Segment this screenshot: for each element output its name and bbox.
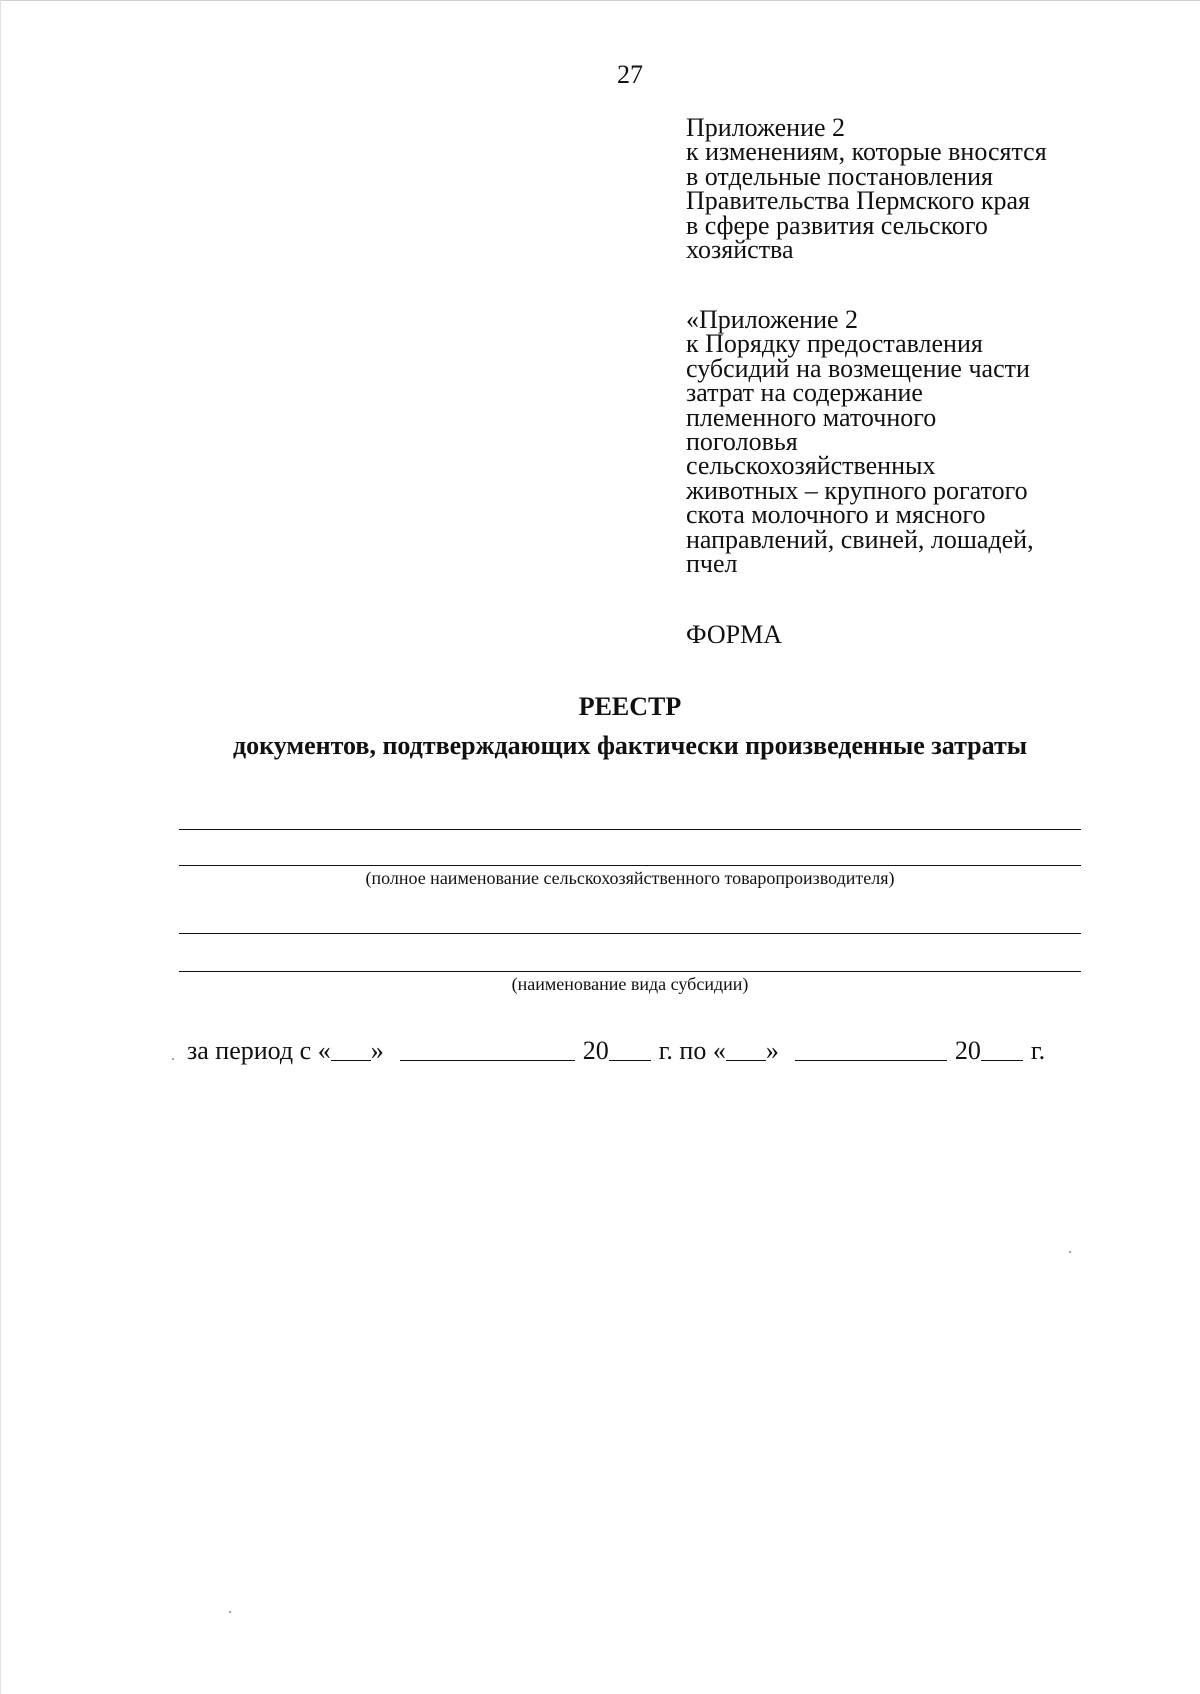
end-month-blank [795,1038,947,1061]
appendix-header-line: в сфере развития сельского [686,210,988,240]
end-year-blank [981,1038,1023,1061]
producer-name-fill-line [179,829,1081,830]
scan-speck [229,1611,231,1613]
page-number: 27 [617,60,643,89]
period-prefix: за период с « [187,1036,331,1065]
period-year-suffix: г. по « [658,1036,726,1065]
document-subtitle: документов, подтверждающих фактически произведенные затраты [232,731,1028,760]
procedure-appendix-line: пчел [686,549,738,579]
reporting-period-line [187,1036,1087,1066]
appendix-header-line: Правительства Пермского края [686,186,1030,216]
appendix-header-line: в отдельные постановления [686,161,993,191]
period-close-quote: » [765,1036,779,1065]
start-month-blank [400,1038,575,1061]
subsidy-type-fill-line [179,971,1081,972]
period-year-prefix: 20 [582,1036,609,1065]
procedure-appendix-line: направлений, свиней, лошадей, [686,524,1034,554]
period-close-quote: » [370,1036,384,1065]
start-day-blank [331,1038,371,1061]
scan-speck [1069,1251,1071,1253]
subsidy-type-fill-line [179,933,1081,934]
producer-name-fill-line [179,865,1081,866]
form-label: ФОРМА [686,620,782,649]
procedure-appendix-line: «Приложение 2 [686,305,859,334]
page-border-top [0,0,1200,1]
end-day-blank [726,1038,766,1061]
procedure-appendix-line: субсидий на возмещение части [686,353,1030,383]
page-border-left [0,0,1,1694]
procedure-appendix-line: животных – крупного рогатого [686,475,1028,505]
procedure-appendix-line: затрат на содержание [686,378,923,408]
procedure-appendix-line: племенного маточного [686,402,937,432]
period-year-suffix: г. [1030,1036,1046,1065]
start-year-blank [609,1038,651,1061]
procedure-appendix-line: скота молочного и мясного [686,500,986,530]
period-year-prefix: 20 [954,1036,981,1065]
subsidy-type-caption: (наименование вида субсидии) [511,974,749,994]
scan-speck [172,1058,174,1060]
appendix-header-line: Приложение 2 [686,113,846,142]
appendix-header [686,113,1186,265]
procedure-appendix-line: сельскохозяйственных [686,451,936,481]
producer-name-caption: (полное наименование сельскохозяйственного товаропроизводителя) [365,868,895,888]
procedure-appendix-line: поголовья [686,427,798,457]
appendix-header-line: к изменениям, которые вносятся [686,137,1047,167]
procedure-appendix-line: к Порядку предоставления [686,329,983,359]
procedure-appendix-header [686,305,1186,579]
document-title: РЕЕСТР [578,692,682,721]
appendix-header-line: хозяйства [686,235,794,265]
